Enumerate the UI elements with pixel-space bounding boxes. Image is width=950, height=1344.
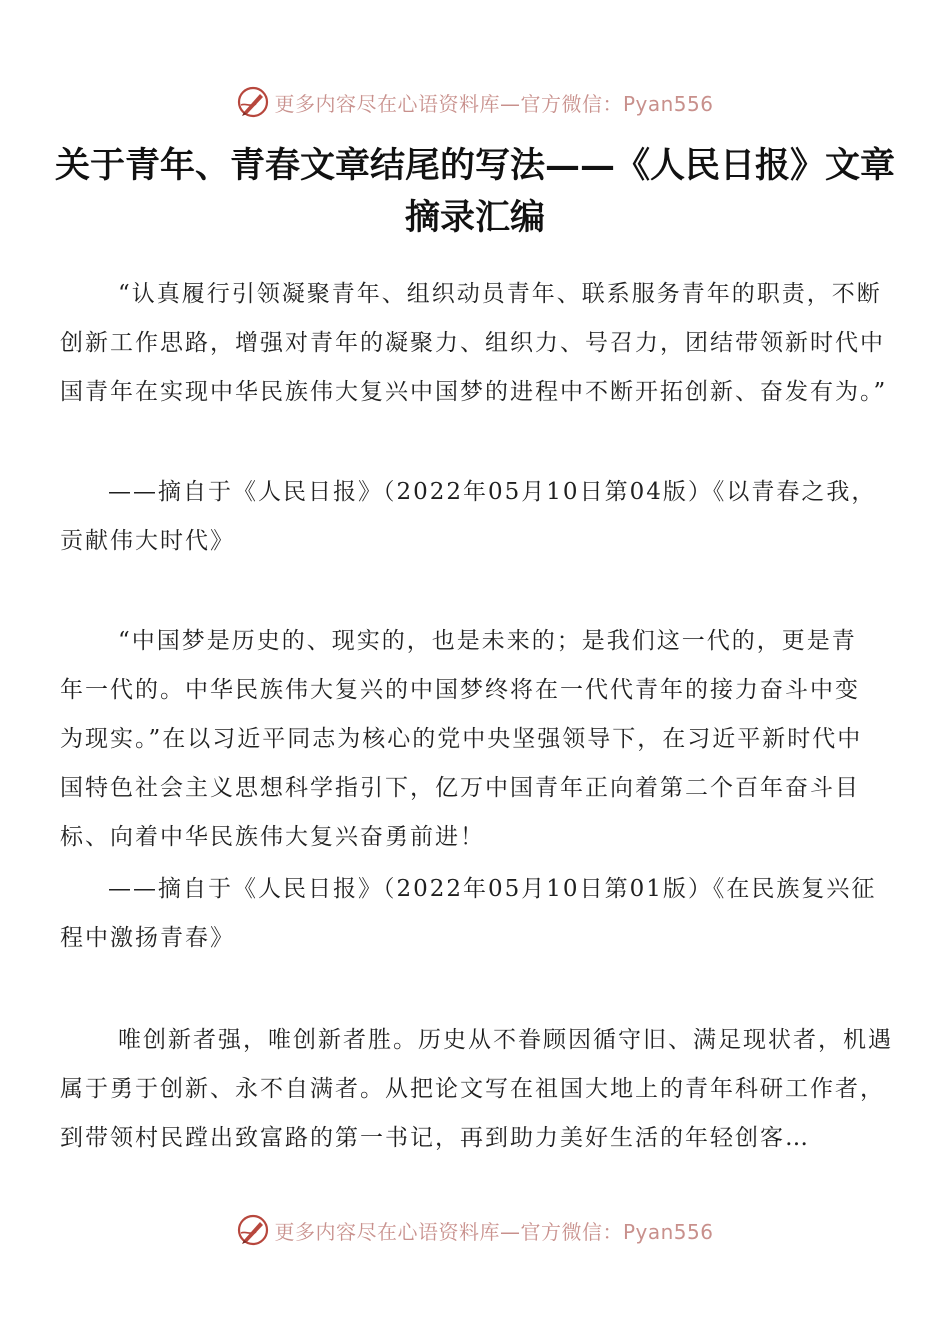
pen-logo-icon — [236, 85, 270, 119]
quote-paragraph-1: “认真履行引领凝聚青年、组织动员青年、联系服务青年的职责，不断创新工作思路，增强对青年的凝聚力、组织力、号召力，团结带领新时代中国青年在实现中华民族伟大复兴中国梦的进程中不断开拓创新、奋发有为。” — [60, 281, 888, 405]
footer-banner — [0, 1210, 950, 1250]
pen-logo-icon — [236, 1213, 270, 1247]
quote-paragraph-3: 唯创新者强，唯创新者胜。历史从不眷顾因循守旧、满足现状者，机遇属于勇于创新、永不自满者。从把论文写在祖国大地上的青年科研工作者，到带领村民蹚出致富路的第一书记，再到助力美好生活的年轻创客… — [60, 1027, 893, 1151]
source-citation-2: ——摘自于《人民日报》（2022年05月10日第01版）《在民族复兴征程中激扬青春》 — [60, 876, 877, 951]
banner-text: 更多内容尽在心语资料库—官方微信：Pyan556 — [274, 1219, 714, 1244]
header-banner — [0, 82, 950, 122]
quote-paragraph-2: “中国梦是历史的、现实的，也是未来的；是我们这一代的，更是青年一代的。中华民族伟大复兴的中国梦终将在一代代青年的接力奋斗中变为现实。”在以习近平同志为核心的党中央坚强领导下，在习近平新时代中国特色社会主义思想科学指引下，亿万中国青年正向着第二个百年奋斗目标、向着中华民族伟大复兴奋勇前进！ — [60, 628, 863, 850]
document-title: 关于青年、青春文章结尾的写法——《人民日报》文章摘录汇编 — [54, 145, 895, 238]
source-citation-1: ——摘自于《人民日报》（2022年05月10日第04版）《以青春之我，贡献伟大时代》 — [60, 479, 877, 554]
banner-text: 更多内容尽在心语资料库—官方微信：Pyan556 — [274, 91, 714, 116]
